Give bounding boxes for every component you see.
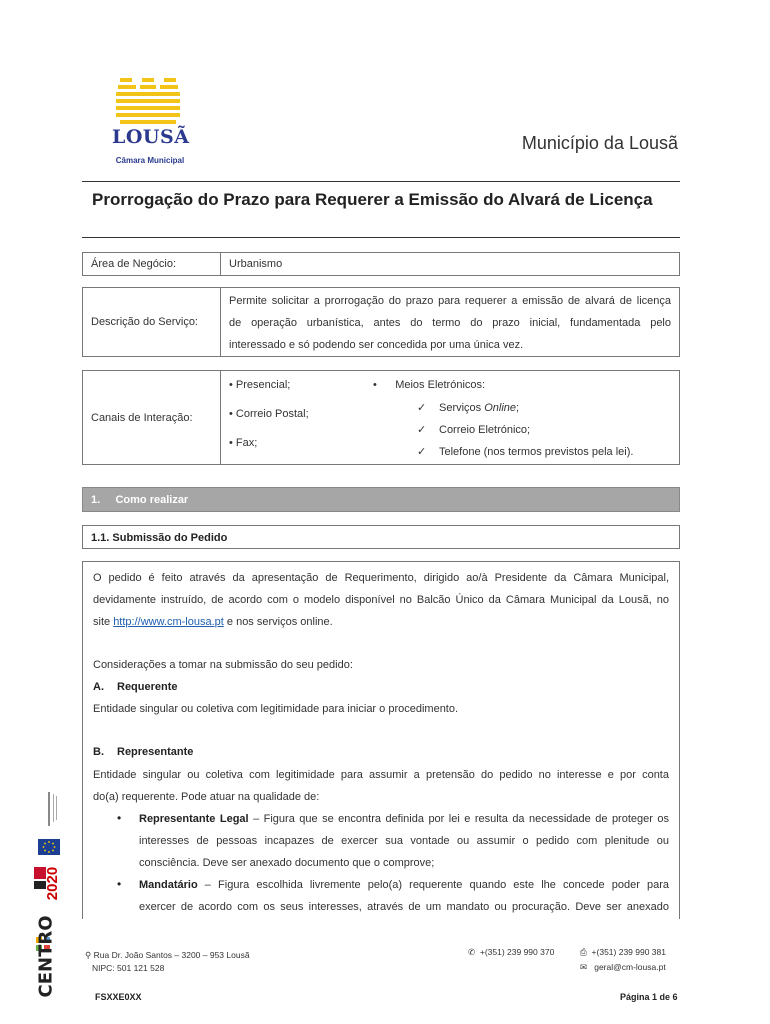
section-number: 1.	[91, 494, 101, 506]
footer-email: ✉ geral@cm-lousa.pt	[580, 962, 666, 972]
document-title: Prorrogação do Prazo para Requerer a Emissão do Alvará de Licença	[92, 190, 653, 209]
electronic-item: ✓ Correio Eletrónico;	[417, 424, 531, 436]
checkmark-icon: ✓	[417, 424, 427, 436]
item-a-letter: A.	[93, 681, 104, 693]
electronic-item: ✓ Telefone (nos termos previstos pela lei).	[417, 446, 634, 458]
footer-phone: ✆ +(351) 239 990 370	[468, 947, 555, 957]
considerations-text: Considerações a tomar na submissão do seu pedido:	[93, 659, 353, 671]
page-number: Página 1 de 6	[620, 992, 678, 1002]
description-box	[82, 287, 680, 357]
logo-subtitle: Câmara Municipal	[115, 156, 185, 165]
centro-logo-text: CENTRO	[35, 915, 57, 998]
checkmark-icon: ✓	[417, 402, 427, 414]
subsection-heading: 1.1. Submissão do Pedido	[82, 525, 680, 549]
eu-flag-icon	[38, 839, 60, 855]
title-bottom-rule	[82, 237, 680, 238]
channel-item: • Correio Postal;	[229, 408, 309, 420]
description-line: Permite solicitar a prorrogação do prazo para requerer a emissão de alvará de licença	[229, 295, 671, 307]
title-top-rule	[82, 181, 680, 182]
item-b-letter: B.	[93, 746, 104, 758]
description-line: interessado e só podendo ser concedida por uma única vez.	[229, 339, 524, 351]
lousa-logo	[112, 78, 188, 170]
section-heading	[82, 487, 680, 512]
submission-content-box	[82, 561, 680, 919]
bullet-icon: •	[117, 811, 122, 825]
item-b-title: Representante	[117, 746, 194, 758]
electronic-means-title: • Meios Eletrónicos:	[373, 379, 486, 391]
area-value-text: Urbanismo	[229, 258, 283, 270]
body-line: Mandatário – Figura escolhida livremente pelo(a) requerente quando este lhe concede poder para	[139, 879, 669, 891]
section-title: Como realizar	[115, 494, 189, 506]
body-line: O pedido é feito através da apresentação de Requerimento, dirigido ao/à Presidente da Câmara Municipal,	[93, 572, 669, 584]
footer-fax: ⎙ +(351) 239 990 381	[580, 947, 666, 957]
area-box	[82, 252, 680, 276]
portugal-2020-text: 2020	[44, 866, 62, 901]
electronic-item: ✓ Serviços Online;	[417, 402, 520, 414]
description-label: Descrição do Serviço:	[83, 288, 221, 356]
item-a-title: Requerente	[117, 681, 178, 693]
phone-icon: ✆	[468, 947, 476, 957]
body-line: Representante Legal – Figura que se encontra definida por lei e resulta da necessidade de proteger os	[139, 813, 669, 825]
municipality-name: Município da Lousã	[521, 133, 678, 153]
body-line: exercer de acordo com os seus interesses, através de um mandato ou procuração. Deve ser anexado	[139, 901, 669, 913]
item-a-text: Entidade singular ou coletiva com legitimidade para iniciar o procedimento.	[93, 703, 459, 715]
channels-label: Canais de Interação:	[83, 371, 221, 464]
body-line: devidamente instruído, de acordo com o modelo disponível no Balcão Único da Câmara Municipal da Lousã, no	[93, 594, 669, 606]
logo-bars-graphic	[116, 78, 180, 124]
cofinanced-text-graphic	[42, 790, 72, 830]
channel-item: • Presencial;	[229, 379, 291, 391]
checkmark-icon: ✓	[417, 446, 427, 458]
body-line: interesses de pessoas incapazes de exercer sua vontade ou assumir o pedido com plenitude ou	[139, 835, 669, 847]
body-line: consciência. Deve ser anexado documento que o comprove;	[139, 857, 435, 869]
channels-content	[221, 371, 679, 464]
location-pin-icon: ⚲	[85, 950, 92, 960]
body-line: Entidade singular ou coletiva com legitimidade para assumir a pretensão do pedido no interesse e por conta	[93, 769, 669, 781]
channels-box	[82, 370, 680, 465]
document-code: FSXXE0XX	[95, 992, 142, 1002]
footer-address: ⚲ Rua Dr. João Santos – 3200 – 953 Lousã	[85, 950, 250, 960]
funding-logos	[28, 785, 68, 1024]
area-label: Área de Negócio:	[83, 253, 221, 275]
channel-item: • Fax;	[229, 437, 258, 449]
website-link[interactable]: http://www.cm-lousa.pt	[113, 616, 224, 628]
logo-wordmark: LOUSÃ	[112, 126, 190, 148]
area-value	[221, 253, 679, 275]
fax-icon: ⎙	[580, 947, 587, 957]
body-line: do(a) requerente. Pode atuar na qualidade de:	[93, 791, 320, 803]
footer-nipc: NIPC: 501 121 528	[92, 963, 165, 973]
bullet-icon: •	[117, 877, 122, 891]
body-line: site http://www.cm-lousa.pt e nos serviços online.	[93, 616, 333, 628]
description-line: de operação urbanística, antes do termo do prazo inicial, fundamentada pelo	[229, 317, 671, 329]
email-icon: ✉	[580, 962, 588, 972]
description-content	[221, 288, 679, 356]
